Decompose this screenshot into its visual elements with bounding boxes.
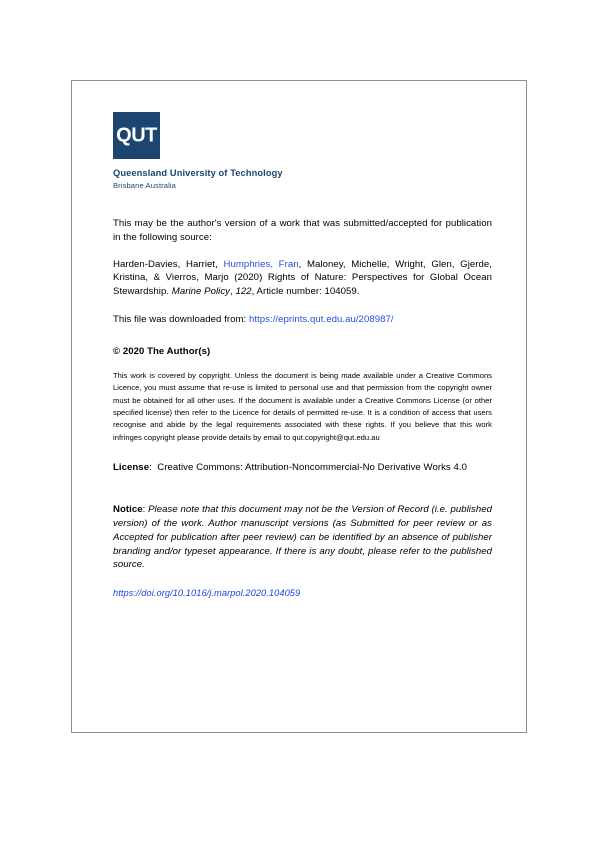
license-section: [113, 461, 492, 475]
qut-logo-block: [113, 112, 492, 190]
doi-link[interactable]: https://doi.org/10.1016/j.marpol.2020.104059: [113, 588, 301, 599]
notice-sep: :: [142, 503, 146, 515]
university-location: Brisbane Australia: [113, 180, 177, 190]
license-value: Creative Commons: Attribution-Noncommercial-No Derivative Works 4.0: [157, 461, 467, 473]
intro-paragraph: This may be the author's version of a work that was submitted/accepted for publication in the following source:: [113, 218, 492, 244]
copyright-body: This work is covered by copyright. Unless the document is being made available under a Creative Commons Licence, you must assume that re-use is limited to personal use and that permission from the copyright owner must be obtained for all other uses. If the document is available under a Creative Commons License (or other specified license) then refer to the Licence for details of permitted re-use. It is a condition of access that users recognise and abide by the legal requirements associated with these rights. If you believe that this work infringes copyright please provide details by email to qut.copyright@qut.edu.au: [113, 371, 492, 442]
download-paragraph: [113, 313, 492, 327]
license-label: License: [113, 461, 150, 473]
citation-tail: , Article number: 104059.: [251, 285, 360, 297]
notice-section: [113, 503, 492, 573]
copyright-heading: © 2020 The Author(s): [113, 346, 211, 358]
spacer: [113, 491, 492, 503]
license-sep: :: [149, 461, 152, 473]
download-label: This file was downloaded from:: [113, 313, 247, 325]
qut-logo-letters: QUT: [116, 124, 157, 147]
qut-logo-icon: [113, 112, 160, 159]
notice-value: Please note that this document may not be the Version of Record (i.e. published version) of the work. Author manuscript versions (as Submitted for peer review or as Accepted for publication after peer review) can be identified by an absence of publisher branding and/or typeset appearance. If there is any doubt, please refer to the published source.: [113, 503, 492, 571]
document-page: [71, 80, 527, 733]
citation-journal: Marine Policy: [171, 285, 231, 297]
university-name: Queensland University of Technology: [113, 168, 283, 178]
citation-authors-before: Harden-Davies, Harriet,: [113, 258, 218, 270]
citation-authors-after: , Maloney, Michelle, Wright, Glen, Gjerde, Kristina, & Vierros, Marjo (2020) Rights of Nature: Perspectives for Global Ocean Stewardship.: [113, 258, 492, 297]
spacer: [113, 339, 492, 346]
citation-journal-sep: ,: [230, 285, 233, 297]
citation-author-link[interactable]: Humphries, Fran: [223, 258, 299, 270]
page-content: [113, 112, 492, 598]
eprints-url-link[interactable]: https://eprints.qut.edu.au/208987/: [248, 313, 394, 325]
citation-paragraph: [113, 258, 492, 299]
notice-label: Notice: [113, 503, 143, 515]
citation-volume: 122: [235, 285, 252, 297]
